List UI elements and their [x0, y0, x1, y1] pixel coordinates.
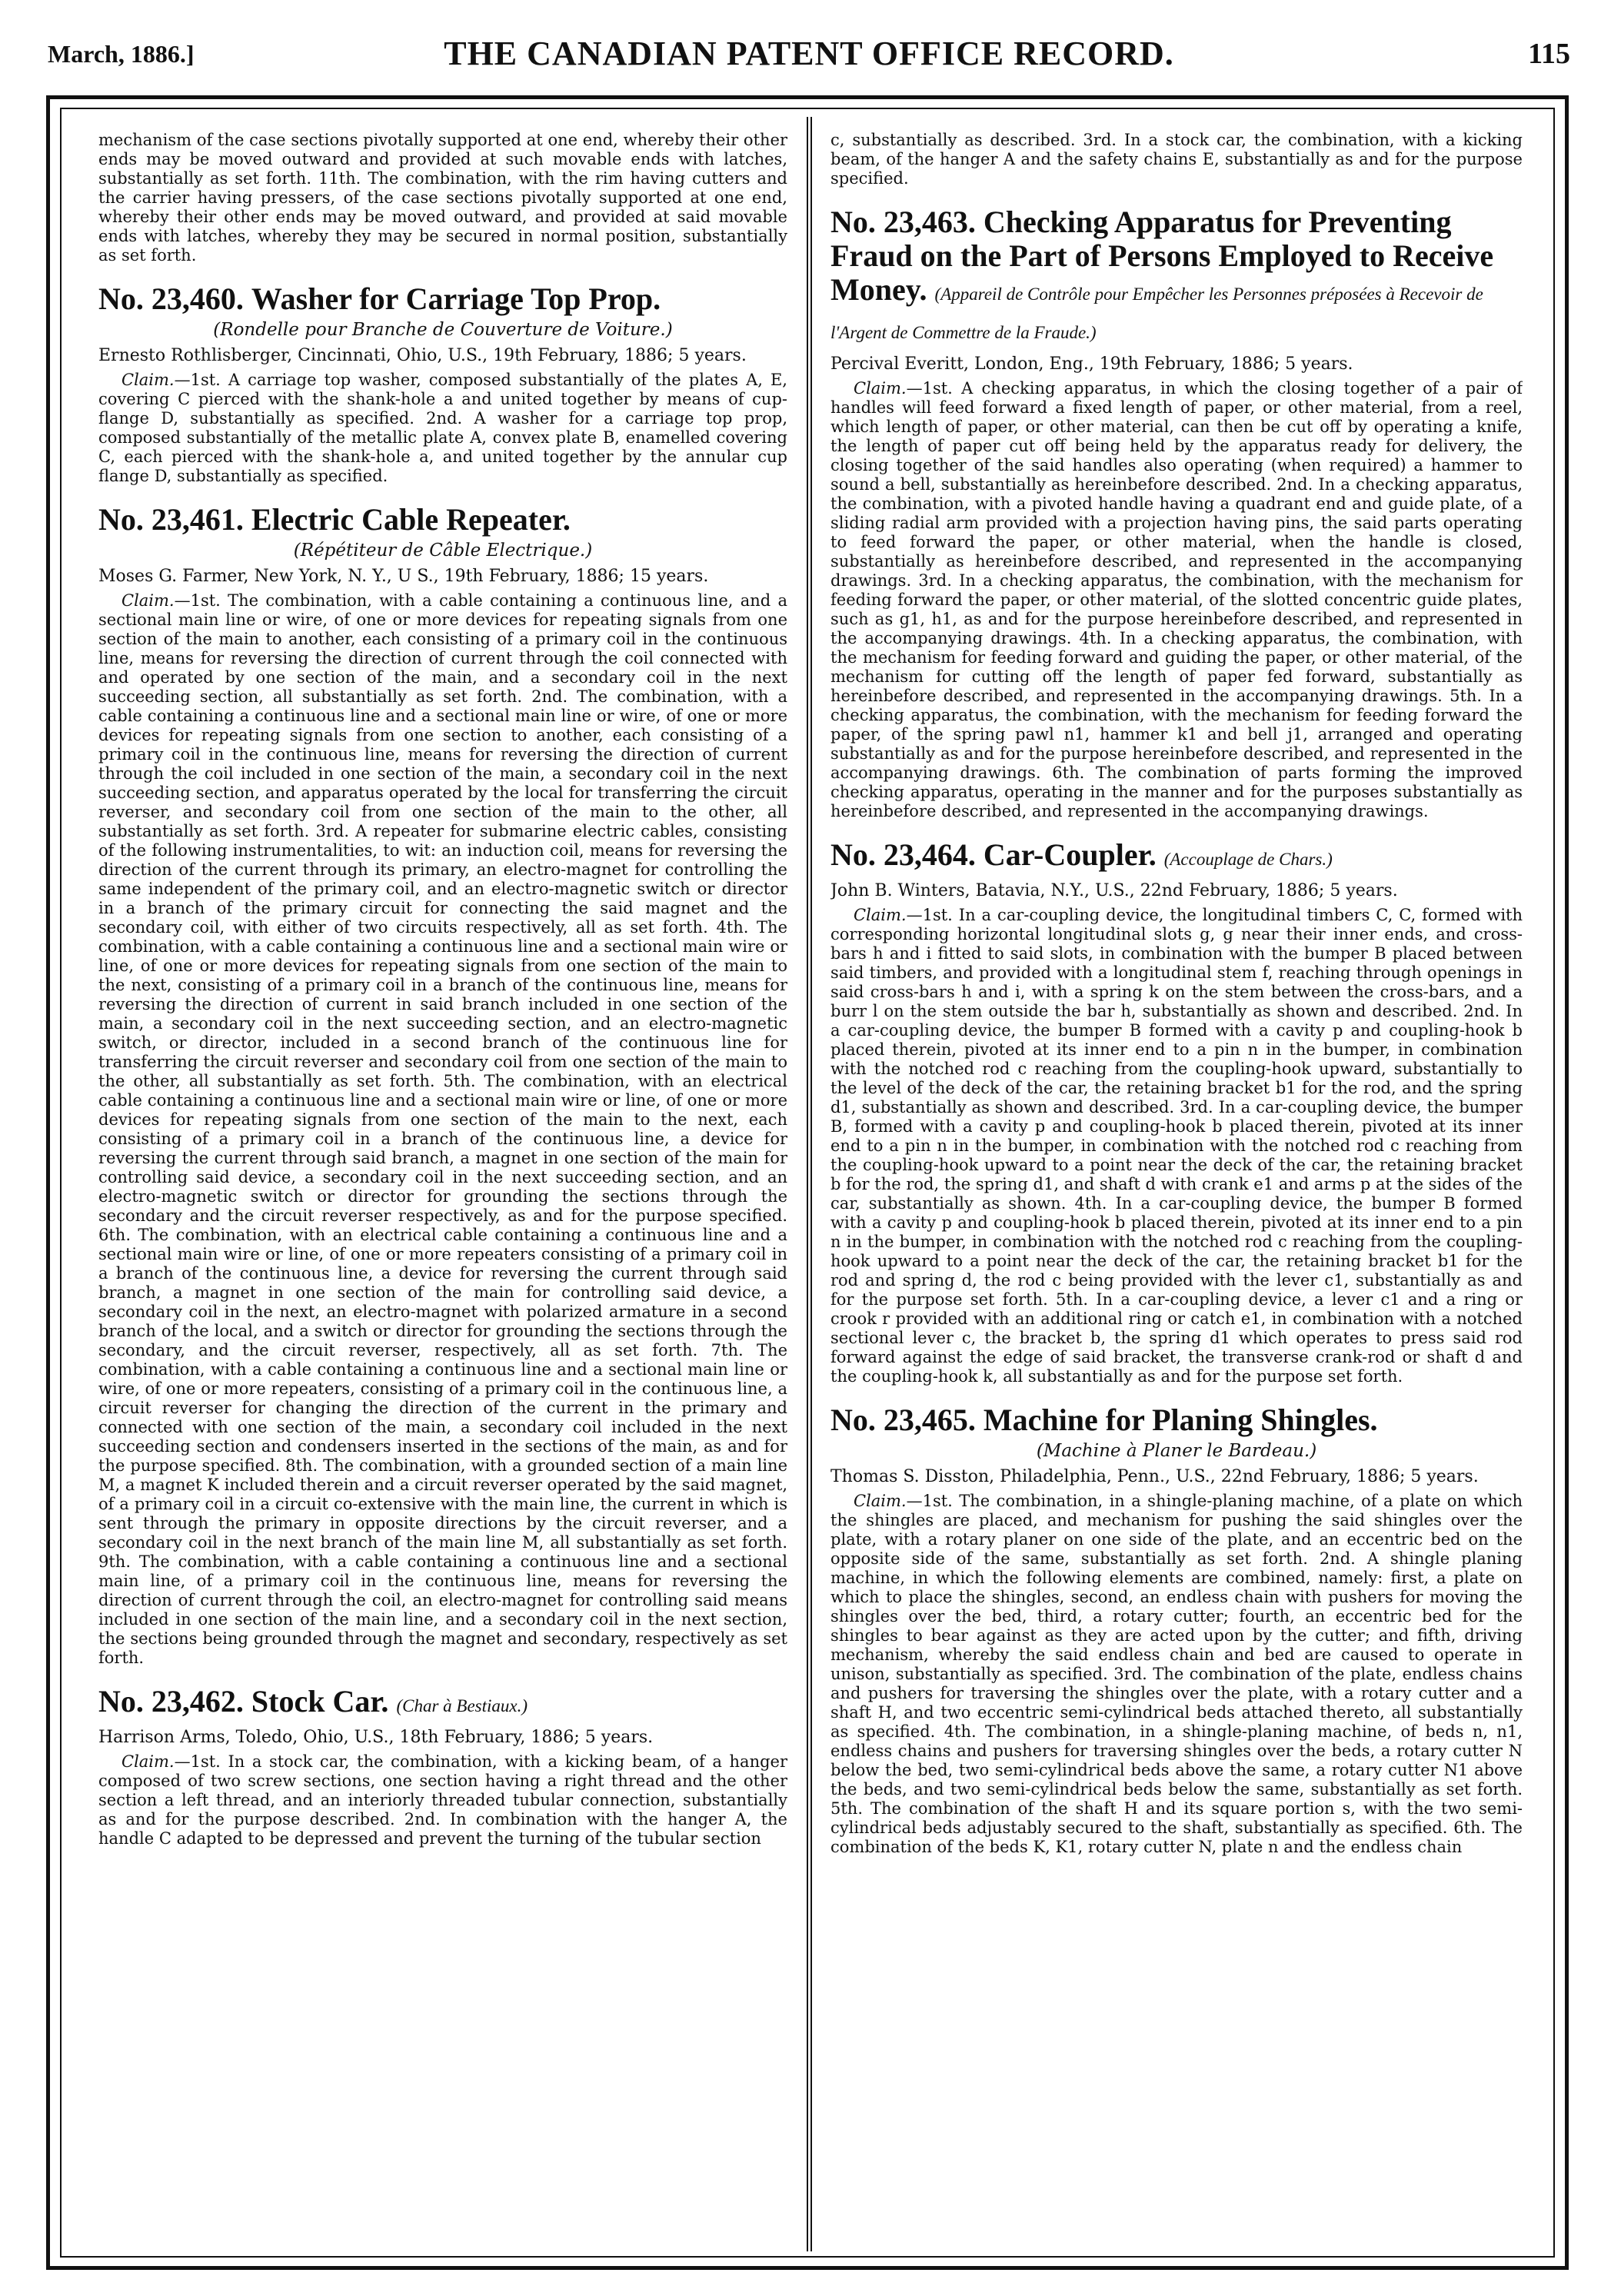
claim-label: Claim.: [121, 591, 175, 610]
patent-claim: [830, 1492, 1523, 1857]
patent-translation: (Rondelle pour Branche de Couverture de Voiture.): [213, 320, 673, 340]
patent-title: Washer for Carriage Top Prop.: [251, 281, 661, 316]
patent-title: Stock Car.: [251, 1684, 389, 1719]
claim-text: —1st. In a stock car, the combination, with a kicking beam, of a hanger composed of two screw sections, one section having a right thread and the other section a left thread, and an interiorly threaded tubular connection, substantially as and for the purpose described. 2nd. In combination with the hanger A, the handle C adapted to be depressed and prevent the turning of the tubular section: [98, 1752, 787, 1848]
patent-entry-23460: [98, 282, 787, 486]
right-column: [830, 131, 1523, 2238]
patent-heading: [830, 1403, 1523, 1437]
patent-title: Checking Apparatus for Preventing Fraud on the Part of Persons Employed to Receive Money.: [830, 205, 1494, 307]
patent-number: No. 23,461.: [98, 502, 244, 537]
patent-claim: [830, 906, 1523, 1386]
patent-entry-23462: [98, 1685, 787, 1848]
left-column: [98, 131, 787, 2238]
continuation-text: mechanism of the case sections pivotally supported at one end, whereby their other ends may be moved outward and provided at such movable ends with latches, substantially as set forth. 11th. The combination, with the rim having cutters and the carrier having pressers, of the case sections pivotally supported at one end, whereby their other ends may be moved outward, and provided at said movable ends with latches, whereby they may be secured in normal position, substantially as set forth.: [98, 131, 787, 265]
patent-inventor: Thomas S. Disston, Philadelphia, Penn., U.S., 22nd February, 1886; 5 years.: [830, 1467, 1479, 1486]
patent-heading: [98, 1685, 787, 1723]
claim-text: —1st. The combination, with a cable containing a continuous line, and a sectional main line or wire, of one or more devices for repeating signals from one section of the main to another, each consisting of a primary coil in the continuous line, means for reversing the direction of current through the coil connected with and operated by one section of the main, and a secondary coil in the next succeeding section, all substantially as set forth. 2nd. The combination, with a cable containing a continuous line and a sectional main line or wire, of one or more devices for repeating signals from one section to another, each consisting of a primary coil in the continuous line, means for reversing the direction of current through the coil included in one section of the main, a secondary coil in the next succeeding section, and apparatus operated by the local for transferring the circuit reverser, and secondary coil from one section of the main to the other, all substantially as set forth. 3rd. A repeater for submarine electric cables, consisting of the following instrumentalities, to wit: an induction coil, means for reversing the direction of the current through its primary, an electro-magnet for controlling the same independent of the primary coil, and an electro-magnetic switch or director in a branch of the primary circuit for connecting the said magnet and the secondary coil, with either of two circuits respectively, all as set forth. 4th. The combination, with a cable containing a continuous line and a sectional main wire or line, of one or more devices for repeating signals from one section of the main to the next, consisting of a primary coil in a branch of the continuous line, means for reversing the direction of current in said branch included in one section of the main, a secondary coil in the next succeeding section, and an electro-magnetic switch, or director, included in a second branch of the continuous line for transferring the circuit reverser and secondary coil from one section of the main to the other, all substantially as set forth. 5th. The combination, with an electrical cable containing a continuous line and a sectional main wire or line, of one or more devices for repeating signals from one section of the main to the next, each consisting of a primary coil in a branch of the continuous line, a device for reversing the current through said branch, a magnet in one section of the main for controlling said device, a secondary coil in the next succeeding section, and an electro-magnetic switch or director for grounding the sections through the secondary and the circuit reverser respectively, as and for the purpose specified. 6th. The combination, with an electrical cable containing a continuous line and a sectional main wire or line, of one or more repeaters consisting of a primary coil in a branch of the continuous line, a device for reversing the current through said branch, a magnet in one section of the main for controlling said device, a secondary coil in the next, an electro-magnet with polarized armature in a second branch of the local, and a switch or director for grounding the sections through the secondary, and the circuit reverser, respectively, all as set forth. 7th. The combination, with a cable containing a continuous line and a sectional main line or wire, of one or more repeaters, consisting of a primary coil in the continuous line, a circuit reverser for changing the direction of the current in the primary and connected with one section of the main, a secondary coil included in the next succeeding section and condensers inserted in the sections of the main, as and for the purpose specified. 8th. The combination, with a grounded section of a main line M, a magnet K included therein and a circuit reverser operated by the said magnet, of a primary coil in a circuit co-extensive with the main line, the current in which is sent through the primary in opposite directions by the circuit reverser, and a secondary coil in the next branch of the main line M, all substantially as set forth. 9th. The combination, with a cable containing a continuous line and a sectional main line, of a primary coil in the continuous line, means for reversing the direction of current through the coil, an electro-magnet for controlling said means included in one section of the main line, and a secondary coil in the next section, the sections being grounded through the magnet and secondary, respectively as set forth.: [98, 591, 787, 1667]
patent-inventor: Ernesto Rothlisberger, Cincinnati, Ohio, U.S., 19th February, 1886; 5 years.: [98, 346, 747, 365]
patent-entry-23461: [98, 503, 787, 1668]
patent-claim: [98, 371, 787, 486]
patent-translation: (Accouplage de Chars.): [1163, 850, 1333, 869]
patent-translation: (Appareil de Contrôle pour Empêcher les Personnes préposées à Recevoir de l'Argent de Commettre de la Fraude.): [830, 285, 1483, 342]
patent-number: No. 23,460.: [98, 281, 244, 316]
patent-heading: [830, 838, 1523, 877]
patent-title: Car-Coupler.: [983, 837, 1157, 872]
column-divider: [807, 117, 812, 2251]
issue-date: March, 1886.]: [48, 40, 195, 68]
patent-translation: (Char à Bestiaux.): [396, 1696, 528, 1715]
claim-text: —1st. A checking apparatus, in which the closing together of a pair of handles will feed forward a fixed length of paper, or other material, from a reel, which length of paper, or other material, can then be cut off by operating a knife, the length of paper cut off being held by the apparatus ready for delivery, the closing together of the said handles also operating (when required) a hammer to sound a bell, substantially as hereinbefore described. 2nd. In a checking apparatus, the combination, with a pivoted handle having a quadrant end and guide plate, of a sliding radial arm provided with a projection having pins, the said parts operating to feed forward the paper, or other material, when the handle is closed, substantially as hereinbefore described, and represented in the accompanying drawings. 3rd. In a checking apparatus, the combination, with the mechanism for feeding forward the paper, or other material, of the slotted concentric guide plates, such as g1, h1, as and for the purpose hereinbefore described, and represented in the accompanying drawings. 4th. In a checking apparatus, the combination, with the mechanism for feeding forward and guiding the paper, or other material, of the mechanism for cutting off the length of paper fed forward, substantially as hereinbefore described, and represented in the accompanying drawings. 5th. In a checking apparatus, the combination, with the mechanism for feeding forward the paper, of the spring pawl n1, hammer k1 and bell j1, arranged and operating substantially as and for the purpose hereinbefore described, and represented in the accompanying drawings. 6th. The combination of parts forming the improved checking apparatus, operating in the manner and for the purposes substantially as hereinbefore described, and represented in the accompanying drawings.: [830, 379, 1523, 820]
patent-inventor: Moses G. Farmer, New York, N. Y., U S., 19th February, 1886; 15 years.: [98, 567, 709, 586]
patent-heading: [830, 205, 1523, 350]
patent-translation: (Machine à Planer le Bardeau.): [1036, 1441, 1317, 1461]
patent-inventor: Percival Everitt, London, Eng., 19th February, 1886; 5 years.: [830, 354, 1353, 374]
patent-number: No. 23,465.: [830, 1403, 976, 1437]
patent-number: No. 23,464.: [830, 837, 976, 872]
patent-claim: [98, 591, 787, 1668]
patent-entry-23464: [830, 838, 1523, 1386]
patent-heading: [98, 282, 787, 316]
continuation-text: c, substantially as described. 3rd. In a stock car, the combination, with a kicking beam, of the hanger A and the safety chains E, substantially as and for the purpose specified.: [830, 131, 1523, 188]
claim-label: Claim.: [854, 906, 907, 924]
patent-title: Machine for Planing Shingles.: [983, 1403, 1378, 1437]
patent-claim: [98, 1752, 787, 1848]
claim-label: Claim.: [121, 1752, 175, 1771]
patent-entry-23463: [830, 205, 1523, 821]
claim-label: Claim.: [121, 371, 175, 389]
patent-translation: (Répétiteur de Câble Electrique.): [293, 541, 593, 561]
patent-inventor: John B. Winters, Batavia, N.Y., U.S., 22nd February, 1886; 5 years.: [830, 881, 1398, 900]
claim-label: Claim.: [854, 1492, 907, 1510]
patent-inventor: Harrison Arms, Toledo, Ohio, U.S., 18th February, 1886; 5 years.: [98, 1728, 654, 1747]
patent-entry-23465: [830, 1403, 1523, 1857]
patent-heading: [98, 503, 787, 537]
claim-label: Claim.: [854, 379, 907, 398]
claim-text: —1st. A carriage top washer, composed substantially of the plates A, E, covering C pierced with the shank-hole a and united together by means of cup-flange D, substantially as specified. 2nd. A washer for a carriage top prop, composed substantially of the metallic plate A, convex plate B, enamelled covering C, each pierced with the shank-hole a, and united together by the annular cup flange D, substantially as specified.: [98, 371, 787, 485]
claim-text: —1st. In a car-coupling device, the longitudinal timbers C, C, formed with corresponding horizontal longitudinal slots g, g near their inner ends, and cross-bars h and i fitted to said slots, in combination with the bumper B placed between said timbers, and provided with a longitudinal stem f, reaching through openings in said cross-bars h and i, with a spring k on the stem between the cross-bars, and a burr l on the stem outside the bar h, substantially as shown and described. 2nd. In a car-coupling device, the bumper B formed with a cavity p and coupling-hook b placed therein, pivoted at its inner end to a pin n in the bumper, in combination with the notched rod c reaching from the coupling-hook upward, substantially to the level of the deck of the car, the retaining bracket b1 for the rod, and the spring d1, substantially as shown and described. 3rd. In a car-coupling device, the bumper B, formed with a cavity p and coupling-hook b placed therein, pivoted at its inner end to a pin n in the bumper, in combination with the notched rod c reaching from the coupling-hook upward to a point near the deck of the car, the retaining bracket b for the rod, the spring d1, and shaft d with crank e1 and arms p at the sides of the car, substantially as shown. 4th. In a car-coupling device, the bumper B formed with a cavity p and coupling-hook b placed therein, pivoted at its inner end to a pin n in the bumper, in combination with the notched rod c reaching from the coupling-hook upward to a point near the deck of the car, the retaining bracket b1 for the rod and spring d, the rod c being provided with the lever c1, substantially as and for the purpose set forth. 5th. In a car-coupling device, a lever c1 and a ring or crook r provided with an additional ring or catch e1, in combination with a notched sectional lever c, the bracket b, the spring d1 which operates to press said rod forward against the edge of said bracket, the transverse crank-rod or shaft d and the coupling-hook k, all substantially as and for the purpose set forth.: [830, 906, 1523, 1386]
patent-claim: [830, 379, 1523, 821]
patent-number: No. 23,462.: [98, 1684, 244, 1719]
page-number: 115: [1528, 38, 1570, 70]
patent-number: No. 23,463.: [830, 205, 976, 239]
publication-title: THE CANADIAN PATENT OFFICE RECORD.: [444, 35, 1174, 72]
claim-text: —1st. The combination, in a shingle-planing machine, of a plate on which the shingles are placed, and mechanism for pushing the said shingles over the plate, with a rotary planer on one side of the plate, and an eccentric bed on the opposite side of the same, substantially as set forth. 2nd. A shingle planing machine, in which the following elements are combined, namely: first, a plate on which to place the shingles, second, an endless chain with pushers for moving the shingles over the bed, third, a rotary cutter; fourth, an eccentric bed for the shingles to bear against as they are acted upon by the cutter; and fifth, driving mechanism, whereby the said endless chain and bed are caused to operate in unison, substantially as specified. 3rd. The combination of the plate, endless chains and pushers for traversing the shingles over the plate, with a rotary cutter and a shaft H, and two eccentric semi-cylindrical beds attached thereto, all substantially as specified. 4th. The combination, in a shingle-planing machine, of beds n, n1, endless chains and pushers for traversing shingles over the beds, a rotary cutter N below the bed, two semi-cylindrical beds above the same, a rotary cutter N1 above the beds, and two semi-cylindrical beds below the same, substantially as set forth. 5th. The combination of the shaft H and its square portion s, with the two semi-cylindrical beds adjustably secured to the shaft, substantially as specified. 6th. The combination of the beds K, K1, rotary cutter N, plate n and the endless chain: [830, 1492, 1523, 1856]
patent-title: Electric Cable Repeater.: [251, 502, 571, 537]
page-header: [48, 29, 1570, 83]
